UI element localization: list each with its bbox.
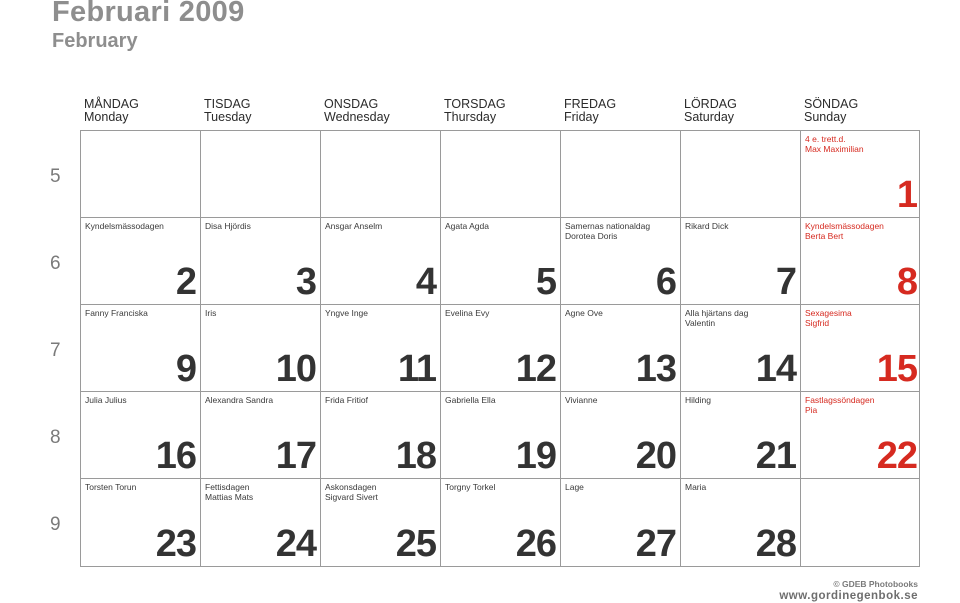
day-cell[interactable] (441, 392, 561, 478)
day-cell[interactable] (561, 479, 681, 566)
name-day-label: Frida Fritiof (325, 395, 368, 405)
name-day-label: Berta Bert (805, 230, 844, 241)
day-number: 13 (635, 348, 676, 390)
name-day-list (325, 309, 436, 319)
day-cell[interactable] (81, 131, 201, 217)
name-day-label: Alla hjärtans dag (685, 308, 749, 318)
weekday-header (84, 98, 204, 124)
name-day-label: Alexandra Sandra (205, 395, 274, 405)
day-cell[interactable] (321, 218, 441, 304)
day-number: 9 (175, 348, 196, 390)
name-day-list (685, 309, 796, 328)
day-cell[interactable] (201, 392, 321, 478)
day-cell[interactable] (201, 218, 321, 304)
name-day-label: Ansgar Anselm (325, 221, 383, 231)
day-cell[interactable] (801, 218, 921, 304)
weekday-header-row (80, 98, 920, 128)
day-cell[interactable] (81, 479, 201, 566)
weekday-name-sv: MÅNDAG (84, 97, 139, 111)
day-number: 23 (155, 523, 196, 565)
day-cell[interactable] (561, 218, 681, 304)
name-day-list (445, 309, 556, 319)
day-cell[interactable] (801, 479, 921, 566)
name-day-label: Iris (205, 308, 217, 318)
calendar-week-row (81, 305, 919, 392)
day-number: 12 (515, 348, 556, 390)
weekday-name-sv: TORSDAG (444, 97, 506, 111)
name-day-list (205, 222, 316, 232)
day-number: 25 (395, 523, 436, 565)
name-day-label: Askonsdagen (325, 482, 377, 492)
day-cell[interactable] (681, 479, 801, 566)
week-number-column (0, 130, 80, 567)
weekday-header (444, 98, 564, 124)
name-day-list (805, 396, 917, 415)
day-number: 22 (876, 435, 917, 477)
name-day-list (685, 483, 796, 493)
name-day-list (805, 222, 917, 241)
name-day-list (205, 483, 316, 502)
name-day-label: Torsten Torun (85, 482, 137, 492)
name-day-label: Samernas nationaldag (565, 221, 651, 231)
name-day-list (805, 309, 917, 328)
day-cell[interactable] (681, 131, 801, 217)
name-day-list (85, 222, 196, 232)
calendar-week-row (81, 131, 919, 218)
calendar-grid (80, 130, 920, 567)
day-number: 2 (175, 261, 196, 303)
day-number: 16 (155, 435, 196, 477)
name-day-list (565, 396, 676, 406)
week-number: 5 (50, 166, 61, 187)
week-number: 7 (50, 340, 61, 361)
weekday-header (564, 98, 684, 124)
day-cell[interactable] (321, 392, 441, 478)
day-number: 27 (635, 523, 676, 565)
day-cell[interactable] (321, 479, 441, 566)
name-day-list (805, 135, 917, 154)
name-day-list (85, 396, 196, 406)
day-number: 26 (515, 523, 556, 565)
name-day-label: Lage (565, 482, 584, 492)
name-day-list (445, 222, 556, 232)
week-number: 6 (50, 253, 61, 274)
name-day-label: Yngve Inge (325, 308, 369, 318)
name-day-label: Fettisdagen (205, 482, 250, 492)
weekday-name-sv: SÖNDAG (804, 97, 859, 111)
page-subtitle: February (52, 30, 138, 52)
weekday-name-en: Sunday (804, 110, 847, 124)
name-day-list (685, 396, 796, 406)
name-day-list (205, 396, 316, 406)
website-link[interactable]: www.gordinegenbok.se (779, 590, 918, 602)
weekday-name-en: Wednesday (324, 110, 390, 124)
weekday-name-en: Monday (84, 110, 129, 124)
weekday-name-sv: TISDAG (204, 97, 251, 111)
name-day-list (565, 222, 676, 241)
week-number: 9 (50, 514, 61, 535)
name-day-label: Gabriella Ella (445, 395, 496, 405)
day-cell[interactable] (201, 131, 321, 217)
day-cell[interactable] (321, 131, 441, 217)
day-cell[interactable] (801, 131, 921, 217)
weekday-header (804, 98, 924, 124)
day-cell[interactable] (81, 392, 201, 478)
name-day-label: Dorotea Doris (565, 230, 618, 241)
name-day-label: Sigvard Sivert (325, 491, 378, 502)
name-day-label: Disa Hjördis (205, 221, 251, 231)
name-day-list (325, 222, 436, 232)
day-cell[interactable] (441, 131, 561, 217)
name-day-list (445, 396, 556, 406)
day-cell[interactable] (201, 479, 321, 566)
name-day-label: Torgny Torkel (445, 482, 496, 492)
name-day-label: Evelina Evy (445, 308, 490, 318)
day-number: 28 (755, 523, 796, 565)
weekday-name-en: Thursday (444, 110, 497, 124)
day-number: 5 (535, 261, 556, 303)
day-cell[interactable] (561, 305, 681, 391)
weekday-name-sv: FREDAG (564, 97, 617, 111)
name-day-label: Sexagesima (805, 308, 852, 318)
name-day-label: Max Maximilian (805, 143, 864, 154)
name-day-label: Agne Ove (565, 308, 603, 318)
day-cell[interactable] (81, 305, 201, 391)
day-cell[interactable] (441, 479, 561, 566)
day-cell[interactable] (681, 305, 801, 391)
calendar-week-row (81, 479, 919, 566)
day-number: 24 (275, 523, 316, 565)
day-cell[interactable] (681, 392, 801, 478)
day-number: 17 (275, 435, 316, 477)
day-number: 8 (896, 261, 917, 303)
page-title: Februari 2009 (52, 0, 245, 28)
day-number: 4 (415, 261, 436, 303)
day-number: 10 (275, 348, 316, 390)
name-day-label: Valentin (685, 317, 716, 328)
weekday-header (684, 98, 804, 124)
weekday-name-sv: ONSDAG (324, 97, 379, 111)
day-cell[interactable] (441, 218, 561, 304)
week-number: 8 (50, 427, 61, 448)
name-day-label: Rikard Dick (685, 221, 729, 231)
day-number: 1 (896, 174, 917, 216)
name-day-label: Pia (805, 404, 818, 415)
name-day-label: Julia Julius (85, 395, 127, 405)
name-day-list (85, 309, 196, 319)
day-cell[interactable] (681, 218, 801, 304)
calendar-week-row (81, 392, 919, 479)
day-cell[interactable] (201, 305, 321, 391)
day-number: 7 (775, 261, 796, 303)
day-cell[interactable] (441, 305, 561, 391)
day-number: 14 (755, 348, 796, 390)
weekday-name-en: Friday (564, 110, 599, 124)
weekday-header (324, 98, 444, 124)
name-day-list (565, 309, 676, 319)
day-cell[interactable] (801, 305, 921, 391)
name-day-label: Sigfrid (805, 317, 830, 328)
weekday-header (204, 98, 324, 124)
day-number: 6 (655, 261, 676, 303)
day-number: 15 (876, 348, 917, 390)
name-day-label: Vivianne (565, 395, 598, 405)
name-day-list (565, 483, 676, 493)
name-day-label: Agata Agda (445, 221, 489, 231)
name-day-label: Kyndelsmässodagen (85, 221, 164, 231)
day-cell[interactable] (561, 131, 681, 217)
name-day-list (325, 483, 436, 502)
day-number: 19 (515, 435, 556, 477)
day-number: 11 (397, 348, 436, 390)
day-number: 3 (295, 261, 316, 303)
name-day-list (85, 483, 196, 493)
name-day-label: 4 e. trett.d. (805, 134, 846, 144)
day-cell[interactable] (81, 218, 201, 304)
credit-text: © GDEB Photobooks (833, 579, 918, 589)
weekday-name-en: Tuesday (204, 110, 252, 124)
name-day-label: Fastlagssöndagen (805, 395, 875, 405)
day-number: 21 (755, 435, 796, 477)
day-cell[interactable] (801, 392, 921, 478)
name-day-list (445, 483, 556, 493)
day-number: 18 (395, 435, 436, 477)
calendar-week-row (81, 218, 919, 305)
name-day-list (205, 309, 316, 319)
weekday-name-sv: LÖRDAG (684, 97, 737, 111)
name-day-list (325, 396, 436, 406)
name-day-label: Hilding (685, 395, 711, 405)
day-number: 20 (635, 435, 676, 477)
name-day-label: Mattias Mats (205, 491, 254, 502)
day-cell[interactable] (321, 305, 441, 391)
day-cell[interactable] (561, 392, 681, 478)
name-day-label: Fanny Franciska (85, 308, 148, 318)
name-day-label: Kyndelsmässodagen (805, 221, 884, 231)
weekday-name-en: Saturday (684, 110, 735, 124)
name-day-label: Maria (685, 482, 707, 492)
name-day-list (685, 222, 796, 232)
